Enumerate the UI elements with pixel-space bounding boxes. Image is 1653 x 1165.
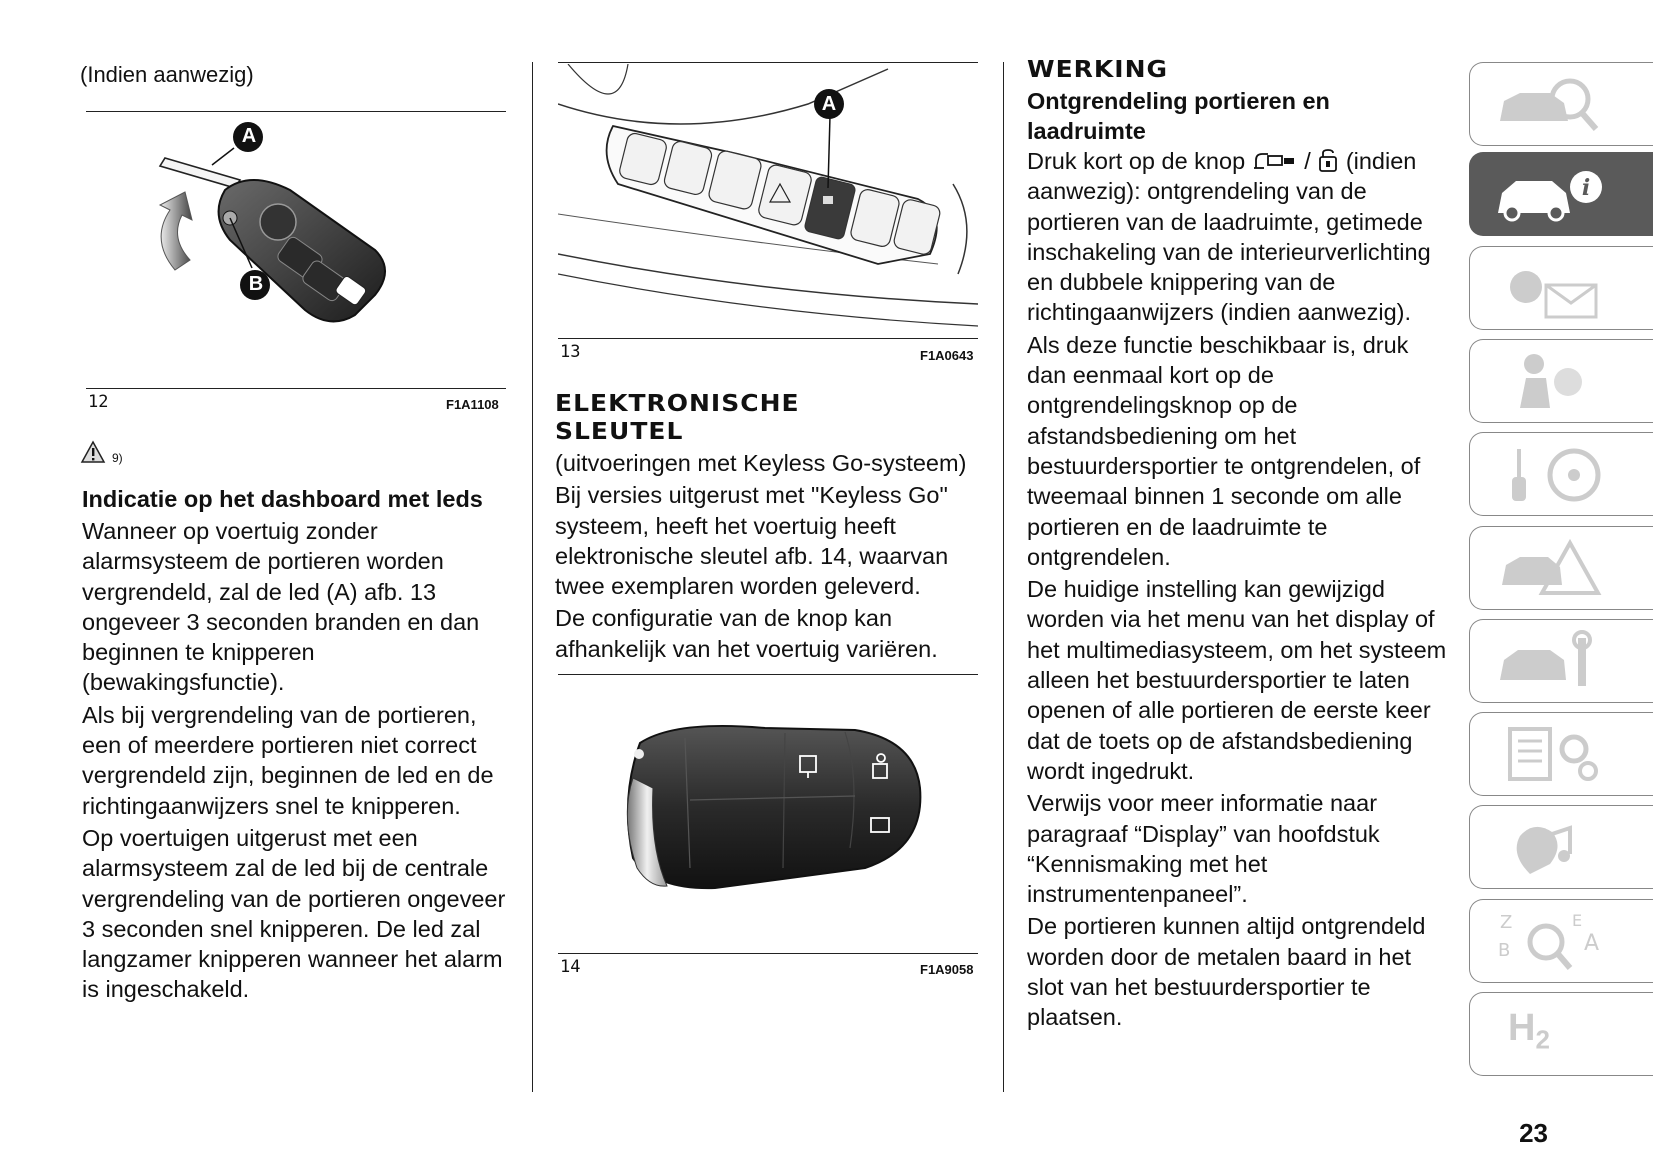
key-steering-icon (1490, 441, 1610, 507)
dashboard-led-heading: Indicatie op het dashboard met leds (82, 486, 483, 512)
figure-12-folding-key (130, 120, 420, 350)
tab-specifications[interactable] (1469, 712, 1653, 796)
paragraph: De portieren kunnen altijd ontgrendeld worden door de metalen baard in het slot van het bestuurdersportier te plaatsen. (1027, 913, 1426, 1031)
column-divider (532, 62, 533, 1092)
airbag-safety-icon (1490, 348, 1610, 414)
tab-safety[interactable] (1469, 339, 1653, 423)
p1-before: Druk kort op de knop (1027, 148, 1246, 174)
availability-note: (Indien aanwezig) (80, 62, 254, 87)
tab-dashboard[interactable] (1469, 62, 1653, 146)
warning-reference: 9) (112, 451, 123, 465)
figure-13-number: 13 (560, 342, 581, 362)
figure-12-top-rule (86, 111, 506, 112)
werking-heading: WERKING (1027, 56, 1169, 83)
left-column (80, 60, 510, 90)
paragraph: De configuratie van de knop kan afhankelijk van het voertuig variëren. (555, 605, 938, 662)
svg-text:Z: Z (1500, 912, 1513, 933)
svg-text:i: i (1581, 175, 1591, 201)
right-body (1027, 56, 1447, 1035)
figure-12-bottom-rule (86, 388, 506, 389)
tab-car-info[interactable] (1469, 152, 1653, 236)
car-info-icon (1490, 161, 1610, 227)
callout-a-label: A (821, 93, 837, 115)
figure-14-top-rule (558, 674, 978, 675)
figure-13-code: F1A0643 (920, 348, 974, 363)
keyless-subtitle: (uitvoeringen met Keyless Go-systeem) (555, 450, 967, 476)
figure-13-bottom-rule (558, 338, 978, 339)
paragraph: Als deze functie beschikbaar is, druk dan eenmaal kort op de ontgrendelingsknop op de afstandsbediening om het bestuurdersportier te ontgrendelen, of tweemaal binnen 1 seconde om alle portieren en de laadruimte te ontgrendelen. (1027, 331, 1421, 570)
electronic-key-heading: ELEKTRONISCHE SLEUTEL (555, 390, 800, 445)
unlock-subheading: Ontgrendeling portieren en laadruimte (1027, 88, 1330, 144)
paragraph (1027, 146, 1447, 328)
callout-a-label: A (241, 125, 257, 147)
tab-emergency[interactable] (1469, 526, 1653, 610)
light-message-icon (1490, 255, 1610, 321)
unlock-button-icon (1252, 150, 1298, 172)
figure-14-number: 14 (560, 957, 581, 977)
figure-12-code: F1A1108 (446, 397, 499, 412)
multimedia-icon (1490, 814, 1610, 880)
p1-separator: / (1304, 148, 1311, 174)
tab-multimedia[interactable] (1469, 805, 1653, 889)
svg-text:A: A (1584, 931, 1600, 956)
dashboard-search-icon (1490, 71, 1610, 137)
tab-starting-driving[interactable] (1469, 432, 1653, 516)
page-number: 23 (1519, 1118, 1548, 1148)
svg-text:E: E (1572, 911, 1583, 930)
svg-text:B: B (1498, 940, 1511, 961)
tab-lights-messages[interactable] (1469, 246, 1653, 330)
index-icon (1490, 908, 1610, 974)
figure-13-top-rule (558, 62, 978, 63)
paragraph: Bij versies uitgerust met "Keyless Go" systeem, heeft het voertuig heeft elektronische sleutel afb. 14, waarvan twee exemplaren worden geleverd. (555, 482, 949, 600)
figure-13-dashboard-buttons (558, 64, 978, 336)
emergency-warning-icon (1490, 535, 1610, 601)
p1-after: (indien aanwezig): ontgrendeling van de portieren van de laadruimte, getimede inschakeling van de interieurverlichting en dubbele knippering van de richtingaanwijzers (indien aanwezig). (1027, 148, 1431, 326)
paragraph: Als bij vergrendeling van de portieren, een of meerdere portieren niet correct vergrendeld zijn, beginnen de led en de richtingaanwijzers snel te knipperen. (82, 701, 494, 819)
specifications-icon (1490, 721, 1610, 787)
tab-index[interactable] (1469, 899, 1653, 983)
car-maintenance-icon (1490, 628, 1610, 694)
figure-12-number: 12 (88, 392, 109, 412)
hydrogen-icon: $H_2$ (1508, 1007, 1550, 1055)
tab-maintenance[interactable] (1469, 619, 1653, 703)
paragraph: Op voertuigen uitgerust met een alarmsysteem zal de led bij de centrale vergrendeling van de portieren ongeveer 3 seconden snel knipperen. De led zal langzamer knipperen wanneer het alarm is ingeschakeld. (82, 824, 506, 1003)
warning-icon (80, 440, 106, 464)
trunk-unlock-icon (1317, 149, 1339, 173)
callout-b-label: B (248, 273, 264, 295)
paragraph: De huidige instelling kan gewijzigd worden via het menu van het display of het multimediasysteem, om het systeem alleen het bestuurdersportier te laten openen of alle portieren de eerste keer dat de toets op de afstandsbediening wordt ingedrukt. (1027, 576, 1447, 784)
figure-14-bottom-rule (558, 953, 978, 954)
figure-14-code: F1A9058 (920, 962, 974, 977)
figure-14-electronic-key (615, 718, 925, 898)
paragraph: Wanneer op voertuig zonder alarmsysteem de portieren worden vergrendeld, zal de led (A) afb. 13 ongeveer 3 seconden branden en dan beginnen te knipperen (bewakingsfunctie). (82, 518, 480, 696)
left-body (82, 484, 512, 1007)
tab-hydrogen[interactable] (1469, 992, 1653, 1076)
column-divider (1003, 62, 1004, 1092)
middle-body (555, 390, 985, 666)
paragraph: Verwijs voor meer informatie naar paragraaf “Display” van hoofdstuk “Kennismaking met het instrumentenpaneel”. (1027, 790, 1380, 908)
